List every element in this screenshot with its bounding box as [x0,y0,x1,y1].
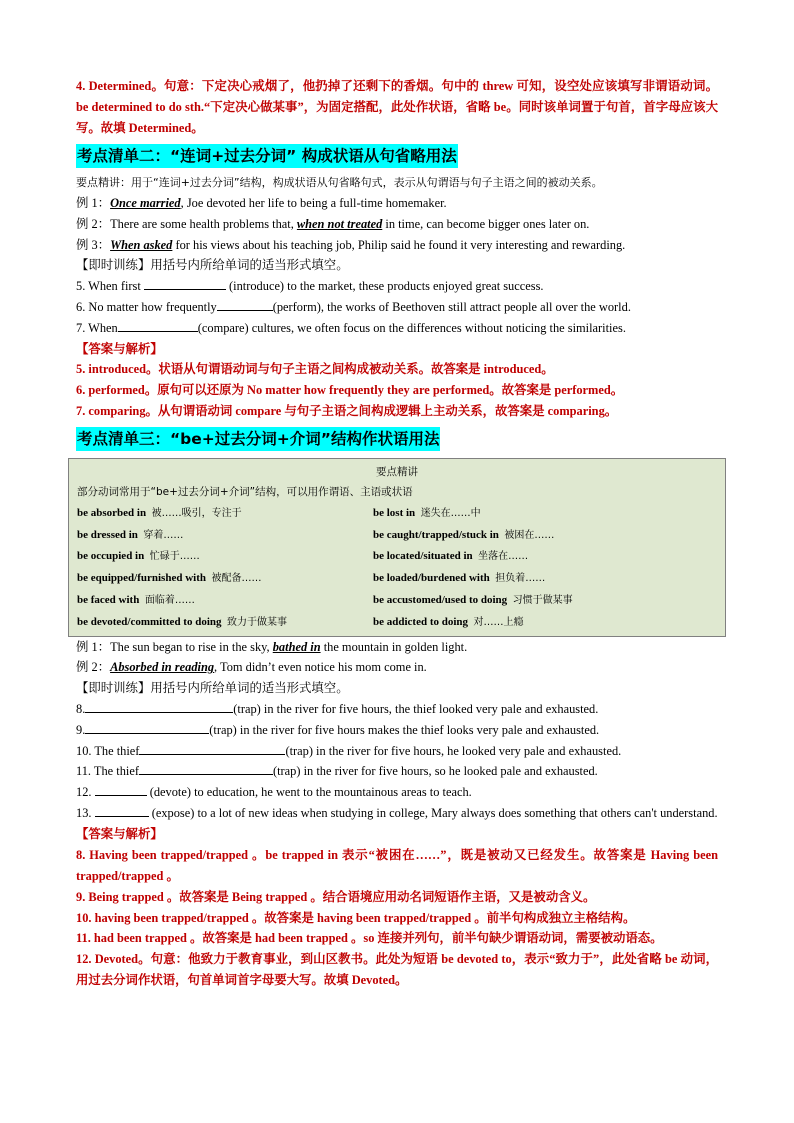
answer-blank[interactable] [85,700,233,713]
question-6: 6. No matter how frequently (perform), the works of Beethoven still attract people all over the world. [76,299,631,314]
example-key-phrase: bathed in [272,639,321,654]
answer-header: 【答案与解析】 [76,341,163,356]
section2-keypoint: 要点精讲：用于“连词+过去分词”结构，构成状语从句省略句式，表示从句谓语与句子主语之间的被动关系。 [76,176,603,189]
answer-blank[interactable] [217,298,273,311]
answer-12: 12. Devoted。句意：他致力于教育事业，到山区教书。此处为短语 be devoted to，表示“致力于”，此处省略 be 动词，用过去分词作状语，句首单词首字母要大写。故填 Devoted。 [76,952,718,988]
example-2: 例 2：Absorbed in reading, Tom didn’t even notice his mom come in. [76,660,427,675]
answer-6: 6. performed。原句可以还原为 No matter how frequently they are performed。故答案是 performed。 [76,383,624,398]
example-key-phrase: when not treated [296,216,383,231]
answer-header: 【答案与解析】 [76,826,163,841]
example-1: 例 1：Once married, Joe devoted her life to being a full-time homemaker. [76,196,447,210]
question-13: 13. (expose) to a lot of new ideas when studying in college, Mary always does something that others can't understand. [76,805,718,820]
question-11: 11. The thief (trap) in the river for five hours, so he looked pale and exhausted. [76,764,598,779]
practice-header: 【即时训练】用括号内所给单词的适当形式填空。 [76,681,349,696]
section3-heading: 考点清单三：“be+过去分词+介词”结构作状语用法 [76,427,440,451]
answer-blank[interactable] [144,277,226,290]
phrase-table [77,503,717,634]
keypoint-box-intro: 部分动词常用于“be+过去分词+介词”结构，可以用作谓语、主语或状语 [77,485,413,498]
phrase-row: be devoted/committed to doing 致力于做某事 be addicted to doing 对……上瘾 [77,615,524,628]
example-key-phrase: When asked [110,237,173,252]
answer-blank[interactable] [118,319,198,332]
answer-9: 9. Being trapped 。故答案是 Being trapped 。结合语境应用动名词短语作主语，又是被动含义。 [76,889,596,904]
answer-10: 10. having been trapped/trapped 。故答案是 having been trapped/trapped 。前半句构成独立主格结构。 [76,910,636,925]
keypoint-box [68,458,726,637]
answer-blank[interactable] [95,783,147,796]
question-9: 9. (trap) in the river for five hours makes the thief looks very pale and exhausted. [76,722,600,737]
practice-header: 【即时训练】用括号内所给单词的适当形式填空。 [76,258,349,273]
example-key-phrase: Absorbed in reading [110,660,215,675]
example-2: 例 2：There are some health problems that, when not treated in time, can become bigger ones later on. [76,216,590,231]
answer-blank[interactable] [95,804,149,817]
example-1: 例 1：The sun began to rise in the sky, bathed in the mountain in golden light. [76,639,468,654]
question-7: 7. When (compare) cultures, we often focus on the differences without noticing the similarities. [76,320,626,335]
phrase-row: be occupied in 忙碌于…… be located/situated in 坐落在…… [77,550,529,563]
question-8: 8. (trap) in the river for five hours, the thief looked very pale and exhausted. [76,701,599,716]
section3 [76,422,718,991]
answer-8: 8. Having been trapped/trapped 。be trapped in 表示“被困在……”，既是被动又已经发生。故答案是 Having been trapped/trapped 。 [76,847,718,883]
answer-7: 7. comparing。从句谓语动词 compare 与句子主语之间构成逻辑上主动关系，故答案是 comparing。 [76,403,618,418]
answer-blank[interactable] [139,742,285,755]
example-key-phrase: Once married [110,196,181,210]
question-12: 12. (devote) to education, he went to the mountainous areas to teach. [76,785,472,800]
answer-blank[interactable] [85,721,209,734]
phrase-row: be absorbed in 被……吸引，专注于 be lost in 迷失在……中 [77,506,481,519]
question-5: 5. When first (introduce) to the market, these products enjoyed great success. [76,279,544,294]
answer-blank[interactable] [139,762,273,775]
phrase-row: be faced with 面临着…… be accustomed/used to doing 习惯于做某事 [77,593,573,606]
phrase-row: be dressed in 穿着…… be caught/trapped/stuck in 被困在…… [77,528,555,541]
answer-11: 11. had been trapped 。故答案是 had been trapped 。so 连接并列句，前半句缺少谓语动词，需要被动语态。 [76,931,663,946]
question-10: 10. The thief (trap) in the river for five hours, he looked very pale and exhausted. [76,743,622,758]
phrase-row: be equipped/furnished with 被配备…… be loaded/burdened with 担负着…… [77,572,546,585]
q4-answer: 4. Determined。句意：下定决心戒烟了，他扔掉了还剩下的香烟。句中的 threw 可知，设空处应该填写非谓语动词。be determined to do sth.“下定决心做某事”，为固定搭配，此处作状语，省略 be。同时该单词置于句首，首字母应该大写。故填 Determined。 [76,79,718,135]
section2-heading: 考点清单二：“连词+过去分词” 构成状语从句省略用法 [76,144,458,168]
example-3: 例 3：When asked for his views about his teaching job, Philip said he found it very interesting and rewarding. [76,237,626,252]
section2 [76,139,718,422]
document-page [76,76,718,991]
answer-5: 5. introduced。状语从句谓语动词与句子主语之间构成被动关系。故答案是 introduced。 [76,362,554,377]
keypoint-box-title: 要点精讲 [376,465,418,478]
